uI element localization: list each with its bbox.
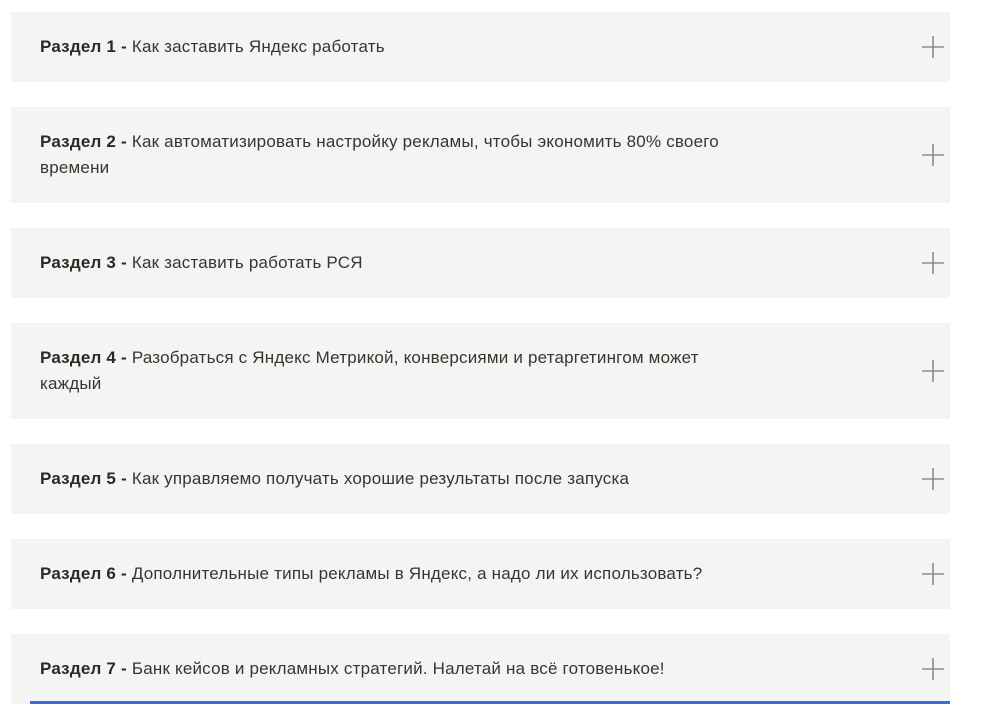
plus-icon[interactable] [921, 359, 945, 383]
plus-icon[interactable] [921, 251, 945, 275]
section-heading [40, 656, 745, 682]
section-number: Раздел 7 - [40, 659, 127, 678]
section-number: Раздел 1 - [40, 37, 127, 56]
section-number: Раздел 3 - [40, 253, 127, 272]
section-title: Как автоматизировать настройку рекламы, чтобы экономить 80% своего времени [40, 132, 719, 177]
accordion-row-section-3[interactable] [11, 228, 950, 298]
section-heading [40, 129, 745, 181]
section-heading [40, 345, 745, 397]
section-title: Разобраться с Яндекс Метрикой, конверсиями и ретаргетингом может каждый [40, 348, 699, 393]
section-heading [40, 466, 745, 492]
section-number: Раздел 2 - [40, 132, 127, 151]
accordion-row-section-4[interactable] [11, 323, 950, 419]
section-number: Раздел 6 - [40, 564, 127, 583]
section-heading [40, 561, 745, 587]
accordion-row-section-6[interactable] [11, 539, 950, 609]
plus-icon[interactable] [921, 467, 945, 491]
accordion-row-section-5[interactable] [11, 444, 950, 514]
section-heading [40, 34, 745, 60]
bottom-accent-line [30, 701, 950, 704]
plus-icon[interactable] [921, 657, 945, 681]
section-heading [40, 250, 745, 276]
section-title: Банк кейсов и рекламных стратегий. Налетай на всё готовенькое! [131, 659, 665, 678]
accordion-row-section-2[interactable] [11, 107, 950, 203]
accordion-row-section-7[interactable] [11, 634, 950, 704]
plus-icon[interactable] [921, 35, 945, 59]
section-number: Раздел 4 - [40, 348, 127, 367]
accordion-row-section-1[interactable] [11, 12, 950, 82]
section-title: Как управляемо получать хорошие результаты после запуска [131, 469, 630, 488]
section-title: Как заставить Яндекс работать [131, 37, 385, 56]
section-number: Раздел 5 - [40, 469, 127, 488]
plus-icon[interactable] [921, 562, 945, 586]
plus-icon[interactable] [921, 143, 945, 167]
section-title: Дополнительные типы рекламы в Яндекс, а надо ли их использовать? [131, 564, 703, 583]
section-title: Как заставить работать РСЯ [131, 253, 363, 272]
